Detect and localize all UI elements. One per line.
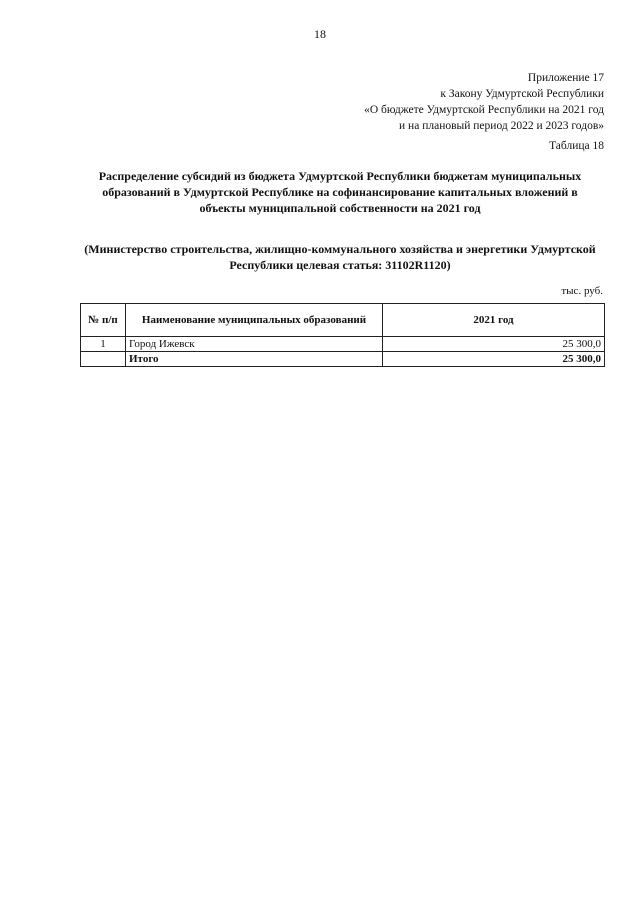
total-label: Итого — [126, 352, 383, 367]
row-municipality: Город Ижевск — [126, 337, 383, 352]
row-value: 25 300,0 — [383, 337, 605, 352]
appendix-line: и на плановый период 2022 и 2023 годов» — [399, 120, 604, 132]
table-header-row — [81, 304, 605, 337]
table-row — [81, 337, 605, 352]
appendix-line: к Закону Удмуртской Республики — [440, 88, 604, 100]
row-number: 1 — [81, 337, 126, 352]
document-title: Распределение субсидий из бюджета Удмуртской Республики бюджетам муниципальных образований в Удмуртской Республике на софинансирование капитальных вложений в объекты муниципальной собственности на 2021 год — [98, 169, 582, 215]
appendix-line: «О бюджете Удмуртской Республики на 2021 год — [364, 104, 604, 116]
page-number: 18 — [314, 27, 326, 41]
table-label: Таблица 18 — [549, 140, 604, 152]
total-value: 25 300,0 — [383, 352, 605, 367]
appendix-reference — [364, 70, 604, 134]
table-total-row — [81, 352, 605, 367]
units-label: тыс. руб. — [561, 285, 603, 297]
header-municipality: Наименование муниципальных образований — [126, 304, 383, 337]
header-year: 2021 год — [383, 304, 605, 337]
appendix-line: Приложение 17 — [527, 72, 604, 84]
document-subtitle: (Министерство строительства, жилищно-коммунального хозяйства и энергетики Удмуртской Республики целевая статья: 31102R1120) — [84, 242, 596, 272]
header-number: № п/п — [81, 304, 126, 337]
subsidy-table — [80, 303, 605, 367]
total-number-cell — [81, 352, 126, 367]
